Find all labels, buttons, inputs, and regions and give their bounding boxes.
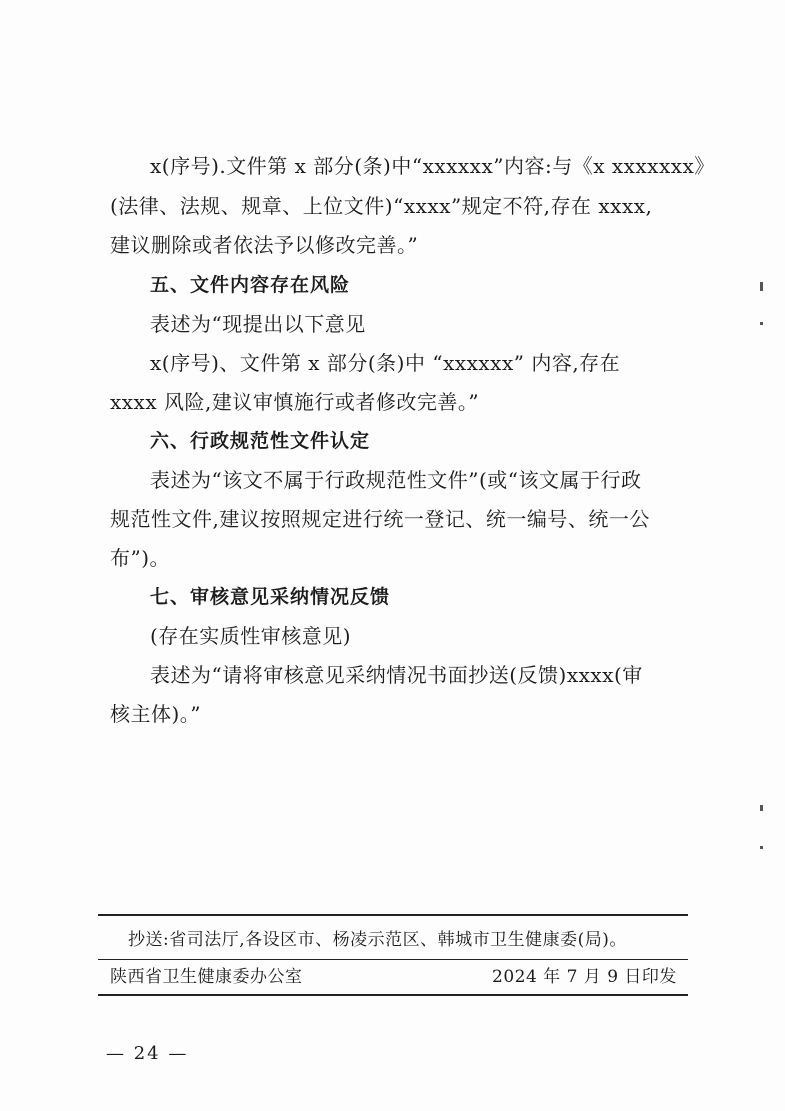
body-line-11: 布”)。 [110, 546, 171, 570]
footer-middle-rule [98, 959, 688, 960]
scan-mark [760, 322, 763, 325]
issuer-name: 陕西省卫生健康委办公室 [110, 967, 303, 987]
cc-line: 抄送:省司法厅,各设区市、杨凌示范区、韩城市卫生健康委(局)。 [128, 930, 627, 950]
scan-mark [760, 846, 763, 849]
body-line-9: 表述为“该文不属于行政规范性文件”(或“该文属于行政 [150, 468, 642, 492]
body-line-3: 建议删除或者依法予以修改完善。” [110, 233, 419, 257]
issue-date: 2024 年 7 月 9 日印发 [492, 967, 677, 987]
section-heading-6: 六、行政规范性文件认定 [150, 430, 371, 452]
body-line-2: (法律、法规、规章、上位文件)“xxxx”规定不符,存在 xxxx, [110, 194, 653, 218]
body-line-5: 表述为“现提出以下意见 [150, 312, 366, 336]
body-line-10: 规范性文件,建议按照规定进行统一登记、统一编号、统一公 [110, 507, 650, 531]
body-line-14: 表述为“请将审核意见采纳情况书面抄送(反馈)xxxx(审 [150, 663, 643, 687]
body-line-1: x(序号).文件第 x 部分(条)中“xxxxxx”内容:与《x xxxxxxx》 [150, 154, 715, 178]
page-number: — 24 — [106, 1043, 189, 1064]
section-heading-5: 五、文件内容存在风险 [150, 274, 351, 296]
footer-top-rule [98, 914, 688, 916]
body-line-15: 核主体)。” [110, 702, 202, 726]
body-line-6: x(序号)、文件第 x 部分(条)中 “xxxxxx” 内容,存在 [150, 351, 621, 375]
scan-mark [760, 805, 763, 811]
scan-mark [760, 282, 763, 291]
body-line-13: (存在实质性审核意见) [150, 624, 352, 648]
section-heading-7: 七、审核意见采纳情况反馈 [150, 586, 391, 608]
footer-bottom-rule [98, 994, 688, 996]
body-line-7: xxxx 风险,建议审慎施行或者修改完善。” [110, 390, 480, 414]
